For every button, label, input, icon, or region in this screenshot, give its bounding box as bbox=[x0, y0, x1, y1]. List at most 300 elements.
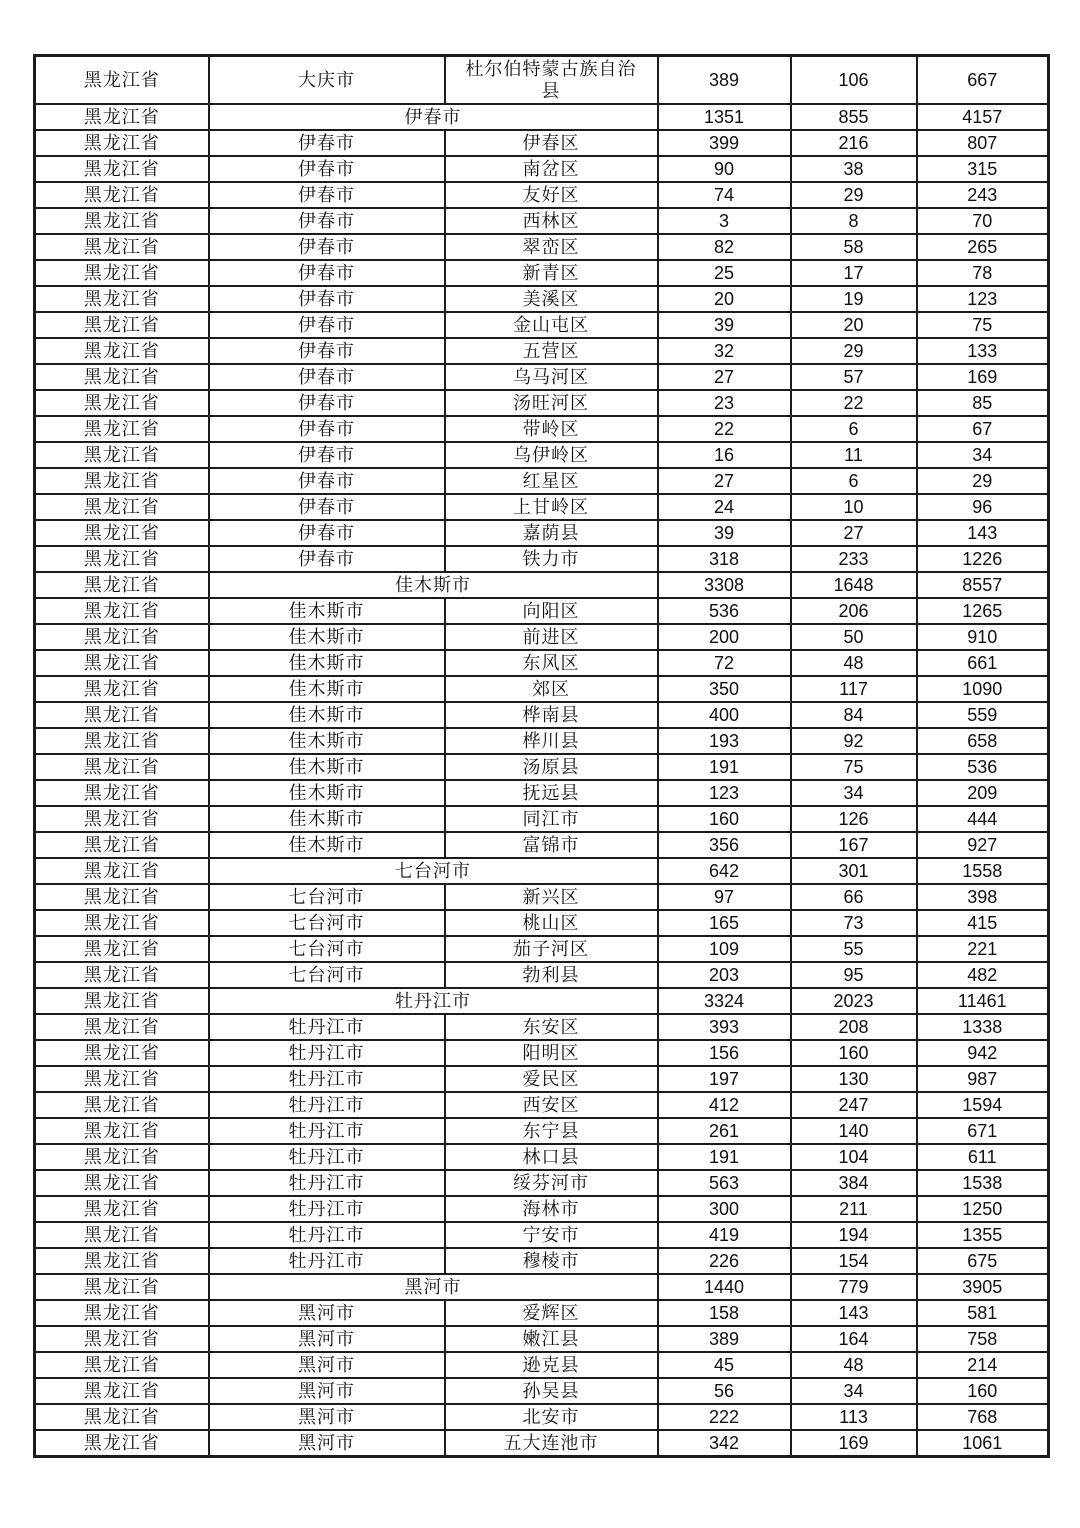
value-cell-3: 415 bbox=[917, 910, 1049, 936]
city-cell: 牡丹江市 bbox=[209, 1196, 445, 1222]
city-summary-row bbox=[35, 858, 1049, 884]
value-cell-3: 667 bbox=[917, 56, 1049, 105]
district-row bbox=[35, 1092, 1049, 1118]
value-cell-1: 642 bbox=[658, 858, 791, 884]
province-cell: 黑龙江省 bbox=[35, 1274, 209, 1300]
district-cell: 嘉荫县 bbox=[445, 520, 658, 546]
value-cell-2: 58 bbox=[791, 234, 917, 260]
value-cell-3: 123 bbox=[917, 286, 1049, 312]
value-cell-3: 482 bbox=[917, 962, 1049, 988]
district-row bbox=[35, 676, 1049, 702]
value-cell-3: 143 bbox=[917, 520, 1049, 546]
value-cell-2: 73 bbox=[791, 910, 917, 936]
district-cell: 孙吴县 bbox=[445, 1378, 658, 1404]
district-row bbox=[35, 1014, 1049, 1040]
value-cell-2: 95 bbox=[791, 962, 917, 988]
value-cell-3: 807 bbox=[917, 130, 1049, 156]
province-cell: 黑龙江省 bbox=[35, 182, 209, 208]
value-cell-2: 301 bbox=[791, 858, 917, 884]
value-cell-1: 222 bbox=[658, 1404, 791, 1430]
value-cell-1: 1440 bbox=[658, 1274, 791, 1300]
value-cell-2: 48 bbox=[791, 650, 917, 676]
value-cell-1: 563 bbox=[658, 1170, 791, 1196]
province-cell: 黑龙江省 bbox=[35, 56, 209, 105]
value-cell-2: 2023 bbox=[791, 988, 917, 1014]
value-cell-1: 389 bbox=[658, 56, 791, 105]
district-row bbox=[35, 1430, 1049, 1457]
province-cell: 黑龙江省 bbox=[35, 1144, 209, 1170]
value-cell-2: 126 bbox=[791, 806, 917, 832]
district-cell: 美溪区 bbox=[445, 286, 658, 312]
city-cell: 伊春市 bbox=[209, 286, 445, 312]
district-row bbox=[35, 208, 1049, 234]
city-cell: 牡丹江市 bbox=[209, 1014, 445, 1040]
district-row bbox=[35, 780, 1049, 806]
value-cell-1: 393 bbox=[658, 1014, 791, 1040]
value-cell-1: 350 bbox=[658, 676, 791, 702]
city-summary-cell: 牡丹江市 bbox=[209, 988, 658, 1014]
district-row bbox=[35, 1196, 1049, 1222]
province-cell: 黑龙江省 bbox=[35, 1092, 209, 1118]
city-cell: 伊春市 bbox=[209, 182, 445, 208]
city-cell: 伊春市 bbox=[209, 546, 445, 572]
district-row bbox=[35, 546, 1049, 572]
value-cell-1: 400 bbox=[658, 702, 791, 728]
district-row bbox=[35, 884, 1049, 910]
district-row bbox=[35, 494, 1049, 520]
value-cell-3: 1226 bbox=[917, 546, 1049, 572]
value-cell-1: 160 bbox=[658, 806, 791, 832]
value-cell-3: 3905 bbox=[917, 1274, 1049, 1300]
district-cell: 桦川县 bbox=[445, 728, 658, 754]
value-cell-1: 20 bbox=[658, 286, 791, 312]
city-summary-row bbox=[35, 572, 1049, 598]
value-cell-3: 85 bbox=[917, 390, 1049, 416]
district-row bbox=[35, 338, 1049, 364]
district-row bbox=[35, 416, 1049, 442]
district-row bbox=[35, 234, 1049, 260]
value-cell-1: 389 bbox=[658, 1326, 791, 1352]
value-cell-1: 191 bbox=[658, 1144, 791, 1170]
province-cell: 黑龙江省 bbox=[35, 546, 209, 572]
value-cell-3: 927 bbox=[917, 832, 1049, 858]
value-cell-2: 17 bbox=[791, 260, 917, 286]
district-row bbox=[35, 910, 1049, 936]
value-cell-3: 34 bbox=[917, 442, 1049, 468]
province-cell: 黑龙江省 bbox=[35, 988, 209, 1014]
province-cell: 黑龙江省 bbox=[35, 1378, 209, 1404]
city-cell: 伊春市 bbox=[209, 130, 445, 156]
city-cell: 伊春市 bbox=[209, 208, 445, 234]
province-cell: 黑龙江省 bbox=[35, 1014, 209, 1040]
value-cell-1: 318 bbox=[658, 546, 791, 572]
value-cell-1: 156 bbox=[658, 1040, 791, 1066]
value-cell-3: 1594 bbox=[917, 1092, 1049, 1118]
value-cell-1: 82 bbox=[658, 234, 791, 260]
city-cell: 伊春市 bbox=[209, 390, 445, 416]
province-cell: 黑龙江省 bbox=[35, 806, 209, 832]
value-cell-1: 23 bbox=[658, 390, 791, 416]
district-row bbox=[35, 1040, 1049, 1066]
district-cell: 金山屯区 bbox=[445, 312, 658, 338]
city-cell: 伊春市 bbox=[209, 364, 445, 390]
province-cell: 黑龙江省 bbox=[35, 832, 209, 858]
district-row bbox=[35, 1378, 1049, 1404]
value-cell-3: 444 bbox=[917, 806, 1049, 832]
value-cell-3: 536 bbox=[917, 754, 1049, 780]
value-cell-2: 216 bbox=[791, 130, 917, 156]
value-cell-3: 1250 bbox=[917, 1196, 1049, 1222]
value-cell-3: 658 bbox=[917, 728, 1049, 754]
district-cell: 东安区 bbox=[445, 1014, 658, 1040]
district-cell: 郊区 bbox=[445, 676, 658, 702]
city-cell: 伊春市 bbox=[209, 442, 445, 468]
district-cell: 逊克县 bbox=[445, 1352, 658, 1378]
city-summary-cell: 佳木斯市 bbox=[209, 572, 658, 598]
district-row bbox=[35, 156, 1049, 182]
district-row bbox=[35, 1248, 1049, 1274]
province-cell: 黑龙江省 bbox=[35, 572, 209, 598]
district-row bbox=[35, 1326, 1049, 1352]
city-cell: 伊春市 bbox=[209, 234, 445, 260]
province-cell: 黑龙江省 bbox=[35, 780, 209, 806]
value-cell-3: 942 bbox=[917, 1040, 1049, 1066]
district-cell: 爱民区 bbox=[445, 1066, 658, 1092]
value-cell-3: 133 bbox=[917, 338, 1049, 364]
district-cell: 同江市 bbox=[445, 806, 658, 832]
district-cell: 绥芬河市 bbox=[445, 1170, 658, 1196]
province-cell: 黑龙江省 bbox=[35, 1352, 209, 1378]
value-cell-2: 6 bbox=[791, 468, 917, 494]
district-cell: 嫩江县 bbox=[445, 1326, 658, 1352]
province-cell: 黑龙江省 bbox=[35, 156, 209, 182]
value-cell-1: 24 bbox=[658, 494, 791, 520]
value-cell-3: 214 bbox=[917, 1352, 1049, 1378]
district-row bbox=[35, 286, 1049, 312]
value-cell-3: 581 bbox=[917, 1300, 1049, 1326]
value-cell-2: 1648 bbox=[791, 572, 917, 598]
district-row bbox=[35, 364, 1049, 390]
district-cell: 乌马河区 bbox=[445, 364, 658, 390]
value-cell-1: 97 bbox=[658, 884, 791, 910]
district-row bbox=[35, 754, 1049, 780]
value-cell-3: 8557 bbox=[917, 572, 1049, 598]
value-cell-3: 4157 bbox=[917, 104, 1049, 130]
value-cell-1: 3 bbox=[658, 208, 791, 234]
city-cell: 佳木斯市 bbox=[209, 832, 445, 858]
value-cell-3: 987 bbox=[917, 1066, 1049, 1092]
value-cell-2: 164 bbox=[791, 1326, 917, 1352]
province-cell: 黑龙江省 bbox=[35, 1196, 209, 1222]
province-cell: 黑龙江省 bbox=[35, 260, 209, 286]
province-cell: 黑龙江省 bbox=[35, 390, 209, 416]
district-cell: 抚远县 bbox=[445, 780, 658, 806]
district-cell: 茄子河区 bbox=[445, 936, 658, 962]
province-cell: 黑龙江省 bbox=[35, 754, 209, 780]
city-cell: 七台河市 bbox=[209, 910, 445, 936]
value-cell-3: 78 bbox=[917, 260, 1049, 286]
value-cell-1: 22 bbox=[658, 416, 791, 442]
value-cell-2: 75 bbox=[791, 754, 917, 780]
value-cell-3: 265 bbox=[917, 234, 1049, 260]
value-cell-1: 200 bbox=[658, 624, 791, 650]
city-cell: 牡丹江市 bbox=[209, 1144, 445, 1170]
value-cell-3: 559 bbox=[917, 702, 1049, 728]
district-cell: 东风区 bbox=[445, 650, 658, 676]
province-cell: 黑龙江省 bbox=[35, 234, 209, 260]
value-cell-1: 300 bbox=[658, 1196, 791, 1222]
district-cell: 宁安市 bbox=[445, 1222, 658, 1248]
district-row bbox=[35, 182, 1049, 208]
value-cell-2: 34 bbox=[791, 780, 917, 806]
city-cell: 佳木斯市 bbox=[209, 806, 445, 832]
province-cell: 黑龙江省 bbox=[35, 598, 209, 624]
value-cell-2: 779 bbox=[791, 1274, 917, 1300]
city-cell: 牡丹江市 bbox=[209, 1066, 445, 1092]
value-cell-3: 221 bbox=[917, 936, 1049, 962]
district-cell: 乌伊岭区 bbox=[445, 442, 658, 468]
city-summary-row bbox=[35, 104, 1049, 130]
district-cell: 上甘岭区 bbox=[445, 494, 658, 520]
value-cell-2: 211 bbox=[791, 1196, 917, 1222]
city-cell: 黑河市 bbox=[209, 1352, 445, 1378]
city-cell: 伊春市 bbox=[209, 520, 445, 546]
city-cell: 黑河市 bbox=[209, 1404, 445, 1430]
city-cell: 七台河市 bbox=[209, 936, 445, 962]
province-cell: 黑龙江省 bbox=[35, 1222, 209, 1248]
value-cell-1: 158 bbox=[658, 1300, 791, 1326]
value-cell-1: 27 bbox=[658, 468, 791, 494]
value-cell-2: 50 bbox=[791, 624, 917, 650]
city-cell: 七台河市 bbox=[209, 962, 445, 988]
district-cell: 新兴区 bbox=[445, 884, 658, 910]
province-cell: 黑龙江省 bbox=[35, 728, 209, 754]
district-row bbox=[35, 1144, 1049, 1170]
province-cell: 黑龙江省 bbox=[35, 468, 209, 494]
value-cell-3: 1265 bbox=[917, 598, 1049, 624]
value-cell-2: 113 bbox=[791, 1404, 917, 1430]
city-cell: 伊春市 bbox=[209, 338, 445, 364]
value-cell-2: 206 bbox=[791, 598, 917, 624]
value-cell-2: 38 bbox=[791, 156, 917, 182]
value-cell-2: 106 bbox=[791, 56, 917, 105]
value-cell-3: 169 bbox=[917, 364, 1049, 390]
district-row bbox=[35, 1170, 1049, 1196]
district-row bbox=[35, 260, 1049, 286]
value-cell-3: 75 bbox=[917, 312, 1049, 338]
province-cell: 黑龙江省 bbox=[35, 910, 209, 936]
province-cell: 黑龙江省 bbox=[35, 364, 209, 390]
value-cell-1: 16 bbox=[658, 442, 791, 468]
value-cell-2: 55 bbox=[791, 936, 917, 962]
district-cell: 勃利县 bbox=[445, 962, 658, 988]
city-cell: 佳木斯市 bbox=[209, 598, 445, 624]
value-cell-1: 342 bbox=[658, 1430, 791, 1457]
value-cell-3: 29 bbox=[917, 468, 1049, 494]
value-cell-3: 1090 bbox=[917, 676, 1049, 702]
value-cell-3: 315 bbox=[917, 156, 1049, 182]
value-cell-1: 90 bbox=[658, 156, 791, 182]
city-cell: 牡丹江市 bbox=[209, 1118, 445, 1144]
value-cell-2: 117 bbox=[791, 676, 917, 702]
value-cell-1: 123 bbox=[658, 780, 791, 806]
district-cell: 阳明区 bbox=[445, 1040, 658, 1066]
district-row bbox=[35, 728, 1049, 754]
district-cell: 汤原县 bbox=[445, 754, 658, 780]
value-cell-2: 208 bbox=[791, 1014, 917, 1040]
city-summary-cell: 伊春市 bbox=[209, 104, 658, 130]
value-cell-2: 29 bbox=[791, 338, 917, 364]
value-cell-2: 22 bbox=[791, 390, 917, 416]
value-cell-1: 32 bbox=[658, 338, 791, 364]
province-cell: 黑龙江省 bbox=[35, 884, 209, 910]
district-row bbox=[35, 598, 1049, 624]
province-cell: 黑龙江省 bbox=[35, 1248, 209, 1274]
value-cell-2: 11 bbox=[791, 442, 917, 468]
province-cell: 黑龙江省 bbox=[35, 1118, 209, 1144]
value-cell-1: 3324 bbox=[658, 988, 791, 1014]
value-cell-3: 67 bbox=[917, 416, 1049, 442]
value-cell-1: 536 bbox=[658, 598, 791, 624]
value-cell-1: 1351 bbox=[658, 104, 791, 130]
province-cell: 黑龙江省 bbox=[35, 338, 209, 364]
district-row bbox=[35, 624, 1049, 650]
value-cell-2: 855 bbox=[791, 104, 917, 130]
district-cell: 富锦市 bbox=[445, 832, 658, 858]
city-cell: 佳木斯市 bbox=[209, 780, 445, 806]
district-row bbox=[35, 312, 1049, 338]
district-cell: 前进区 bbox=[445, 624, 658, 650]
value-cell-1: 39 bbox=[658, 520, 791, 546]
value-cell-3: 70 bbox=[917, 208, 1049, 234]
district-cell: 带岭区 bbox=[445, 416, 658, 442]
province-cell: 黑龙江省 bbox=[35, 962, 209, 988]
district-row bbox=[35, 1066, 1049, 1092]
value-cell-2: 29 bbox=[791, 182, 917, 208]
value-cell-1: 261 bbox=[658, 1118, 791, 1144]
city-cell: 伊春市 bbox=[209, 468, 445, 494]
district-cell: 友好区 bbox=[445, 182, 658, 208]
value-cell-1: 356 bbox=[658, 832, 791, 858]
value-cell-2: 143 bbox=[791, 1300, 917, 1326]
district-row bbox=[35, 1118, 1049, 1144]
district-row bbox=[35, 130, 1049, 156]
province-cell: 黑龙江省 bbox=[35, 1066, 209, 1092]
value-cell-3: 160 bbox=[917, 1378, 1049, 1404]
value-cell-2: 10 bbox=[791, 494, 917, 520]
district-cell: 五营区 bbox=[445, 338, 658, 364]
province-cell: 黑龙江省 bbox=[35, 442, 209, 468]
district-row bbox=[35, 936, 1049, 962]
district-row bbox=[35, 1300, 1049, 1326]
district-cell: 爱辉区 bbox=[445, 1300, 658, 1326]
province-cell: 黑龙江省 bbox=[35, 416, 209, 442]
district-cell: 汤旺河区 bbox=[445, 390, 658, 416]
value-cell-1: 3308 bbox=[658, 572, 791, 598]
value-cell-3: 768 bbox=[917, 1404, 1049, 1430]
value-cell-1: 412 bbox=[658, 1092, 791, 1118]
value-cell-2: 92 bbox=[791, 728, 917, 754]
district-cell: 红星区 bbox=[445, 468, 658, 494]
value-cell-2: 104 bbox=[791, 1144, 917, 1170]
region-statistics-table bbox=[33, 54, 1050, 1458]
value-cell-2: 233 bbox=[791, 546, 917, 572]
district-cell: 林口县 bbox=[445, 1144, 658, 1170]
province-cell: 黑龙江省 bbox=[35, 624, 209, 650]
value-cell-3: 661 bbox=[917, 650, 1049, 676]
province-cell: 黑龙江省 bbox=[35, 286, 209, 312]
value-cell-1: 39 bbox=[658, 312, 791, 338]
province-cell: 黑龙江省 bbox=[35, 858, 209, 884]
city-cell: 黑河市 bbox=[209, 1430, 445, 1457]
province-cell: 黑龙江省 bbox=[35, 208, 209, 234]
value-cell-1: 191 bbox=[658, 754, 791, 780]
district-row bbox=[35, 806, 1049, 832]
district-cell: 西安区 bbox=[445, 1092, 658, 1118]
city-cell: 牡丹江市 bbox=[209, 1170, 445, 1196]
value-cell-2: 384 bbox=[791, 1170, 917, 1196]
value-cell-2: 6 bbox=[791, 416, 917, 442]
value-cell-3: 1538 bbox=[917, 1170, 1049, 1196]
value-cell-2: 247 bbox=[791, 1092, 917, 1118]
district-cell: 西林区 bbox=[445, 208, 658, 234]
city-cell: 七台河市 bbox=[209, 884, 445, 910]
value-cell-2: 194 bbox=[791, 1222, 917, 1248]
city-cell: 大庆市 bbox=[209, 56, 445, 105]
district-cell: 桦南县 bbox=[445, 702, 658, 728]
district-cell: 伊春区 bbox=[445, 130, 658, 156]
city-cell: 牡丹江市 bbox=[209, 1092, 445, 1118]
district-cell: 海林市 bbox=[445, 1196, 658, 1222]
province-cell: 黑龙江省 bbox=[35, 520, 209, 546]
province-cell: 黑龙江省 bbox=[35, 936, 209, 962]
province-cell: 黑龙江省 bbox=[35, 1430, 209, 1457]
district-cell: 五大连池市 bbox=[445, 1430, 658, 1457]
city-cell: 佳木斯市 bbox=[209, 676, 445, 702]
city-cell: 佳木斯市 bbox=[209, 728, 445, 754]
district-cell: 向阳区 bbox=[445, 598, 658, 624]
district-row bbox=[35, 390, 1049, 416]
value-cell-2: 130 bbox=[791, 1066, 917, 1092]
province-cell: 黑龙江省 bbox=[35, 676, 209, 702]
value-cell-2: 66 bbox=[791, 884, 917, 910]
district-cell: 穆棱市 bbox=[445, 1248, 658, 1274]
value-cell-1: 72 bbox=[658, 650, 791, 676]
province-cell: 黑龙江省 bbox=[35, 702, 209, 728]
value-cell-3: 1355 bbox=[917, 1222, 1049, 1248]
value-cell-1: 419 bbox=[658, 1222, 791, 1248]
value-cell-3: 96 bbox=[917, 494, 1049, 520]
province-cell: 黑龙江省 bbox=[35, 130, 209, 156]
city-cell: 伊春市 bbox=[209, 260, 445, 286]
district-row bbox=[35, 962, 1049, 988]
district-cell: 铁力市 bbox=[445, 546, 658, 572]
city-cell: 佳木斯市 bbox=[209, 650, 445, 676]
value-cell-2: 140 bbox=[791, 1118, 917, 1144]
value-cell-1: 45 bbox=[658, 1352, 791, 1378]
district-cell: 翠峦区 bbox=[445, 234, 658, 260]
city-cell: 佳木斯市 bbox=[209, 702, 445, 728]
city-cell: 黑河市 bbox=[209, 1300, 445, 1326]
value-cell-1: 56 bbox=[658, 1378, 791, 1404]
value-cell-3: 1558 bbox=[917, 858, 1049, 884]
value-cell-1: 226 bbox=[658, 1248, 791, 1274]
province-cell: 黑龙江省 bbox=[35, 312, 209, 338]
value-cell-3: 243 bbox=[917, 182, 1049, 208]
value-cell-1: 74 bbox=[658, 182, 791, 208]
value-cell-1: 193 bbox=[658, 728, 791, 754]
value-cell-2: 160 bbox=[791, 1040, 917, 1066]
